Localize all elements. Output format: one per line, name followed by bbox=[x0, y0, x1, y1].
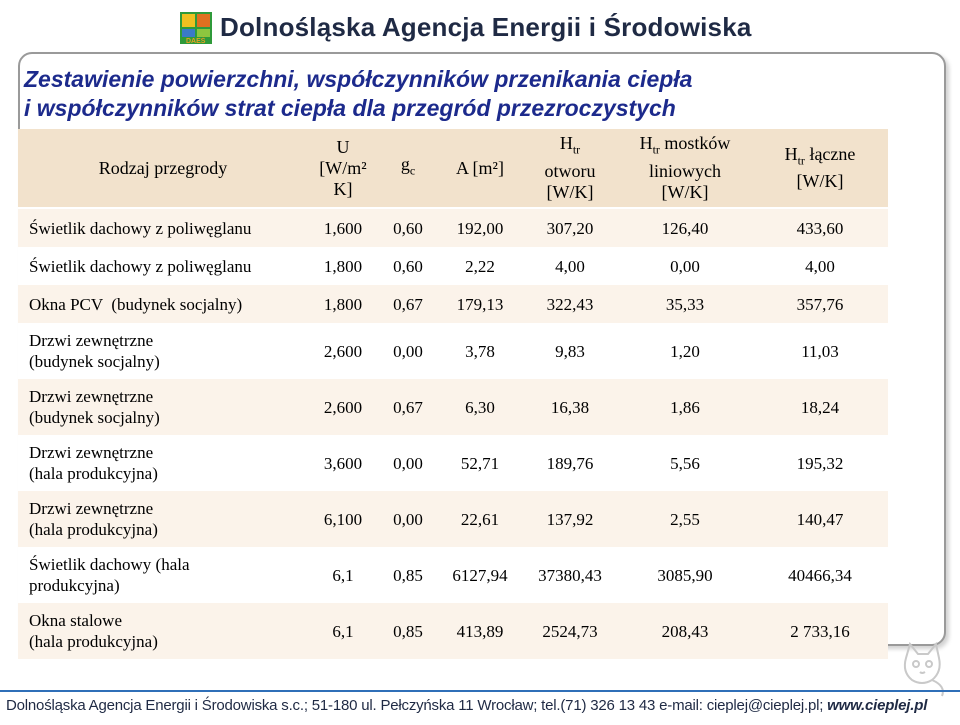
cell-u: 1,800 bbox=[308, 247, 378, 285]
cell-g: 0,67 bbox=[378, 285, 438, 323]
cell-u: 6,1 bbox=[308, 547, 378, 603]
title-line-1: Zestawienie powierzchni, współczynników przenikania ciepła bbox=[24, 66, 693, 92]
cell-h-mostkow: 208,43 bbox=[618, 603, 752, 659]
cell-u: 6,1 bbox=[308, 603, 378, 659]
cell-h-laczne: 11,03 bbox=[752, 323, 888, 379]
cell-h-laczne: 195,32 bbox=[752, 435, 888, 491]
table-row bbox=[18, 379, 888, 435]
cell-g: 0,60 bbox=[378, 209, 438, 247]
brand-name: Dolnośląska Agencja Energii i Środowiska bbox=[220, 12, 752, 42]
row-name: Drzwi zewnętrzne (hala produkcyjna) bbox=[18, 491, 308, 547]
table-row bbox=[18, 323, 888, 379]
row-name: Świetlik dachowy z poliwęglanu bbox=[18, 247, 308, 285]
row-name: Drzwi zewnętrzne (budynek socjalny) bbox=[18, 323, 308, 379]
cell-a: 6127,94 bbox=[438, 547, 522, 603]
header-h-laczne: $H_{tr}$ łączne [W/K] bbox=[752, 129, 888, 207]
row-name: Drzwi zewnętrzne (budynek socjalny) bbox=[18, 379, 308, 435]
cell-g: 0,85 bbox=[378, 603, 438, 659]
cell-h-laczne: 40466,34 bbox=[752, 547, 888, 603]
cell-h-laczne: 2 733,16 bbox=[752, 603, 888, 659]
cell-h-mostkow: 0,00 bbox=[618, 247, 752, 285]
cell-g: 0,00 bbox=[378, 435, 438, 491]
title-line-2: i współczynników strat ciepła dla przegród przezroczystych bbox=[24, 95, 676, 121]
header-rodzaj: Rodzaj przegrody bbox=[18, 129, 308, 207]
footer-contact: Dolnośląska Agencja Energii i Środowiska s.c.; 51-180 ul. Pełczyńska 11 Wrocław; tel.(71) 326 13 43 e-mail: cieplej@cieplej.pl; bbox=[6, 697, 824, 714]
table-row bbox=[18, 435, 888, 491]
cell-a: 413,89 bbox=[438, 603, 522, 659]
header-h-otworu: $H_{tr}$ otworu [W/K] bbox=[522, 129, 618, 207]
cell-h-otworu: 137,92 bbox=[522, 491, 618, 547]
cell-h-mostkow: 3085,90 bbox=[618, 547, 752, 603]
cell-u: 3,600 bbox=[308, 435, 378, 491]
cell-g: 0,00 bbox=[378, 323, 438, 379]
cell-h-otworu: 37380,43 bbox=[522, 547, 618, 603]
row-name: Świetlik dachowy (hala produkcyjna) bbox=[18, 547, 308, 603]
footer-divider bbox=[0, 690, 960, 692]
cell-h-otworu: 4,00 bbox=[522, 247, 618, 285]
header-gc: $g_c$ bbox=[378, 129, 438, 207]
table-row bbox=[18, 285, 888, 323]
row-name: Świetlik dachowy z poliwęglanu bbox=[18, 209, 308, 247]
cell-h-mostkow: 1,86 bbox=[618, 379, 752, 435]
header-area: A [m²] bbox=[438, 129, 522, 207]
row-name: Drzwi zewnętrzne (hala produkcyjna) bbox=[18, 435, 308, 491]
table-row bbox=[18, 209, 888, 247]
cell-h-laczne: 357,76 bbox=[752, 285, 888, 323]
cell-g: 0,85 bbox=[378, 547, 438, 603]
cell-a: 192,00 bbox=[438, 209, 522, 247]
table-header-row bbox=[18, 129, 888, 207]
cell-h-otworu: 189,76 bbox=[522, 435, 618, 491]
cell-h-otworu: 16,38 bbox=[522, 379, 618, 435]
table-row bbox=[18, 491, 888, 547]
row-name: Okna PCV (budynek socjalny) bbox=[18, 285, 308, 323]
cell-u: 1,800 bbox=[308, 285, 378, 323]
cell-a: 52,71 bbox=[438, 435, 522, 491]
cell-h-mostkow: 2,55 bbox=[618, 491, 752, 547]
cell-h-otworu: 9,83 bbox=[522, 323, 618, 379]
data-table-wrapper bbox=[18, 129, 888, 659]
page-title bbox=[24, 65, 692, 123]
cell-a: 6,30 bbox=[438, 379, 522, 435]
cell-h-otworu: 2524,73 bbox=[522, 603, 618, 659]
cell-h-laczne: 433,60 bbox=[752, 209, 888, 247]
cell-h-otworu: 307,20 bbox=[522, 209, 618, 247]
header-h-mostkow: $H_{tr}$ mostków liniowych [W/K] bbox=[618, 129, 752, 207]
cell-h-mostkow: 1,20 bbox=[618, 323, 752, 379]
cell-a: 2,22 bbox=[438, 247, 522, 285]
cell-u: 2,600 bbox=[308, 323, 378, 379]
cell-a: 179,13 bbox=[438, 285, 522, 323]
cell-g: 0,60 bbox=[378, 247, 438, 285]
table-body bbox=[18, 207, 888, 659]
cell-h-mostkow: 5,56 bbox=[618, 435, 752, 491]
cell-u: 2,600 bbox=[308, 379, 378, 435]
header bbox=[0, 0, 960, 52]
cell-h-mostkow: 126,40 bbox=[618, 209, 752, 247]
cell-g: 0,00 bbox=[378, 491, 438, 547]
header-u: U [W/m² K] bbox=[308, 129, 378, 207]
footer bbox=[6, 697, 927, 714]
cell-g: 0,67 bbox=[378, 379, 438, 435]
footer-website-link[interactable]: www.cieplej.pl bbox=[827, 697, 928, 714]
row-name: Okna stalowe (hala produkcyjna) bbox=[18, 603, 308, 659]
logo-label: DAEŚ bbox=[186, 38, 206, 45]
table-row bbox=[18, 547, 888, 603]
cat-mascot-icon bbox=[892, 628, 952, 698]
data-table bbox=[18, 129, 888, 659]
cell-u: 6,100 bbox=[308, 491, 378, 547]
cell-a: 3,78 bbox=[438, 323, 522, 379]
cell-h-laczne: 18,24 bbox=[752, 379, 888, 435]
cell-a: 22,61 bbox=[438, 491, 522, 547]
cell-u: 1,600 bbox=[308, 209, 378, 247]
table-row bbox=[18, 247, 888, 285]
cell-h-otworu: 322,43 bbox=[522, 285, 618, 323]
cell-h-laczne: 140,47 bbox=[752, 491, 888, 547]
cell-h-laczne: 4,00 bbox=[752, 247, 888, 285]
table-row bbox=[18, 603, 888, 659]
cell-h-mostkow: 35,33 bbox=[618, 285, 752, 323]
